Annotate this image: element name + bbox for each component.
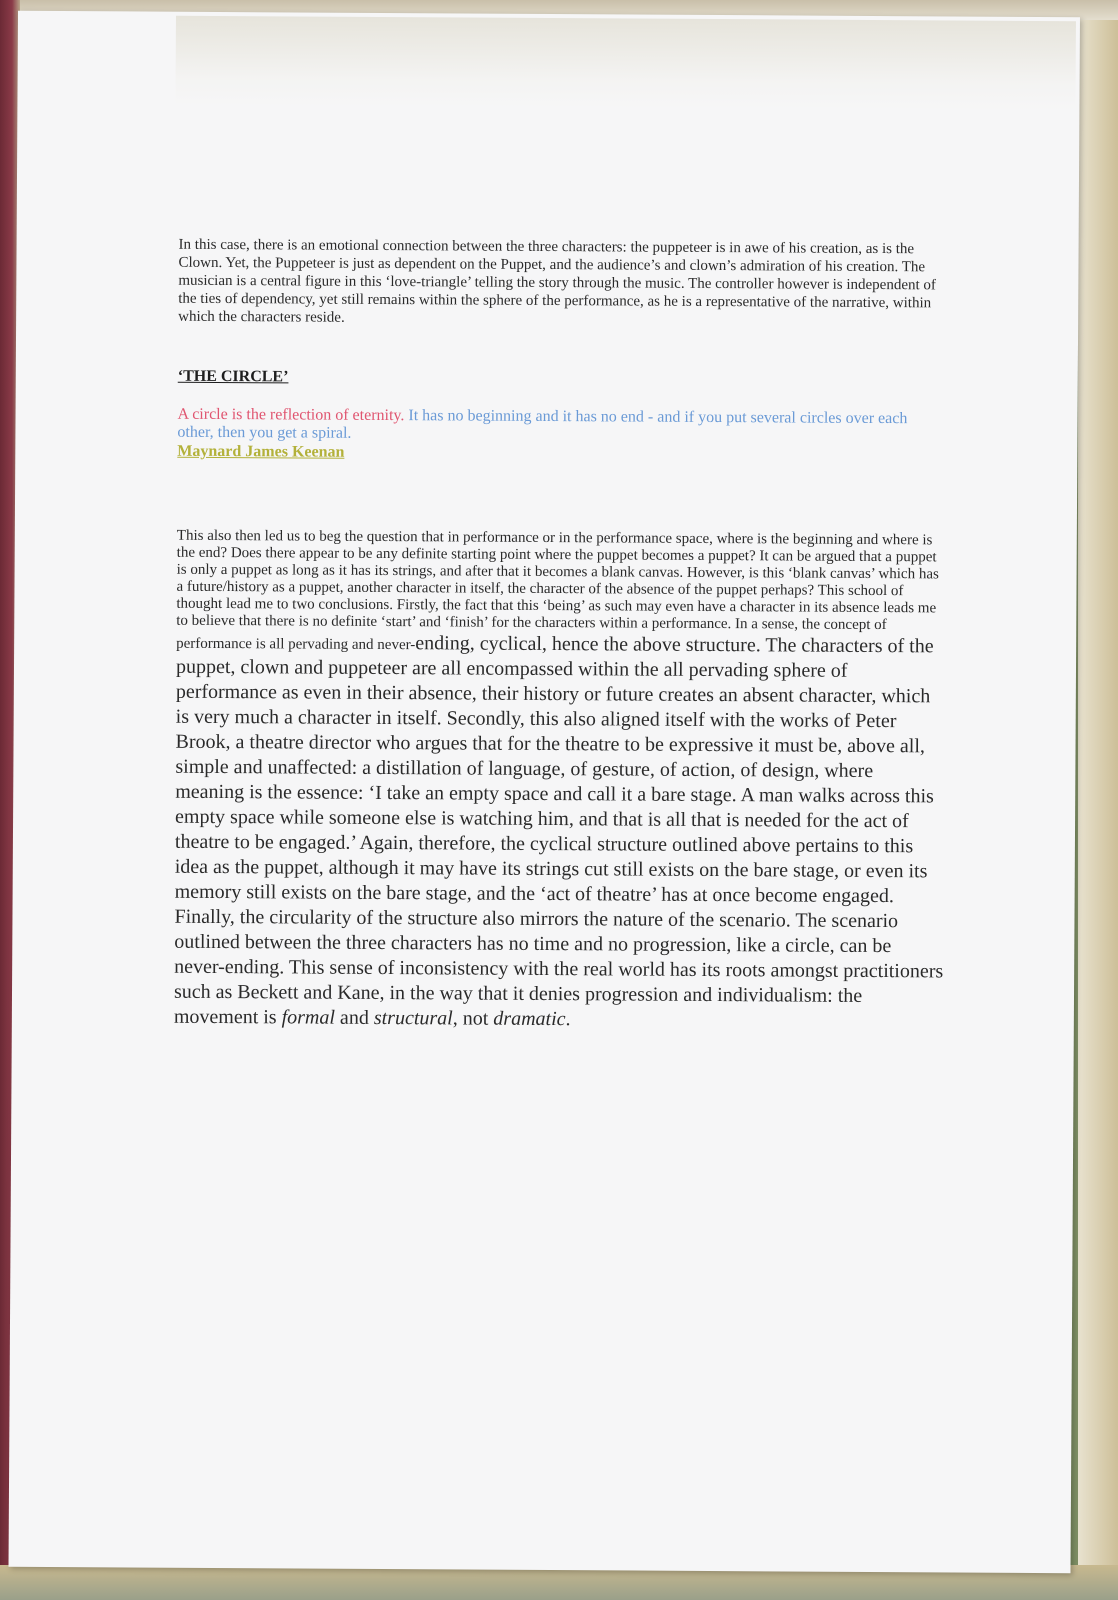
quote-part-red: A circle is the reflection of eternity. — [177, 405, 405, 425]
main-paragraph-small-text: This also then led us to beg the question that in performance or in the performance space, where is the beginning and where is the end? Does there appear to be any definite starting point where the puppet becomes a puppet? It can be argued that a puppet is only a puppet as long as it has its strings, and after that it becomes a blank canvas. However, is this ‘blank canvas’ which has a future/history as a puppet, another character in itself, the character of the absence of the puppet perhaps? This school of thought lead me to two conclusions. Firstly, the fact that this ‘being’ as such may even have a character in its absence leads me to believe that there is no definite ‘start’ and ‘finish’ for the characters within a performance. In a sense, the concept of performance is all pervading and never- — [176, 527, 939, 654]
main-paragraph — [174, 528, 947, 1035]
folder-right-edge — [1078, 20, 1118, 1580]
quote-author: Maynard James Keenan — [177, 442, 345, 461]
italic-formal: formal — [281, 1006, 336, 1029]
section-heading: ‘THE CIRCLE’ — [177, 367, 289, 386]
italic-dramatic: dramatic — [493, 1007, 566, 1031]
italic-structural: structural — [373, 1006, 453, 1030]
quote-part-blue: It has no beginning and it has no end - and if you put several circles over each other, then you get a spiral. — [177, 407, 908, 442]
intro-paragraph: In this case, there is an emotional connection between the three characters: the puppeteer is in awe of his creation, as is the Clown. Yet, the Puppeteer is just as dependent on the Puppet, and the audience’s and clown’s admiration of his creation. The musician is a central figure in this ‘love-triangle’ telling the story through the music. The controller however is independent of the ties of dependency, yet still remains within the sphere of the performance, as he is a representative of the narrative, within which the characters reside. — [178, 236, 936, 326]
paper-sheet — [9, 11, 1080, 1573]
main-paragraph-large-text: ending, cyclical, hence the above structure. The characters of the puppet, clown and puppeteer are all encompassed within the all pervading sphere of performance as even in their absence, their history or future creates an absent character, which is very much a character in itself. Secondly, this also aligned itself with the works of Peter Brook, a theatre director who argues that for the theatre to be expressive it must be, above all, simple and unaffected: a distillation of language, of gesture, of action, of design, where meaning is the essence: ‘I take an empty space and call it a bare stage. A man walks across this empty space while someone else is watching him, and that is all that is needed for the act of theatre to be engaged.’ Again, therefore, the cyclical structure outlined above pertains to this idea as the puppet, although it may have its strings cut still exists on the bare stage, or even its memory still exists on the bare stage, and the ‘act of theatre’ has at once become engaged. Finally, the circularity of the structure also mirrors the nature of the scenario. The scenario outlined between the three characters has no time and no progression, like a circle, can be never-ending. This sense of inconsistency with the real world has its roots amongst practitioners such as Beckett and Kane, in the way that it denies progression and individualism: the movement is formal and structural, not dramatic. — [173, 632, 944, 1031]
epigraph-quote — [177, 406, 947, 447]
tape-strip — [175, 16, 1076, 111]
document-body — [174, 236, 949, 1035]
